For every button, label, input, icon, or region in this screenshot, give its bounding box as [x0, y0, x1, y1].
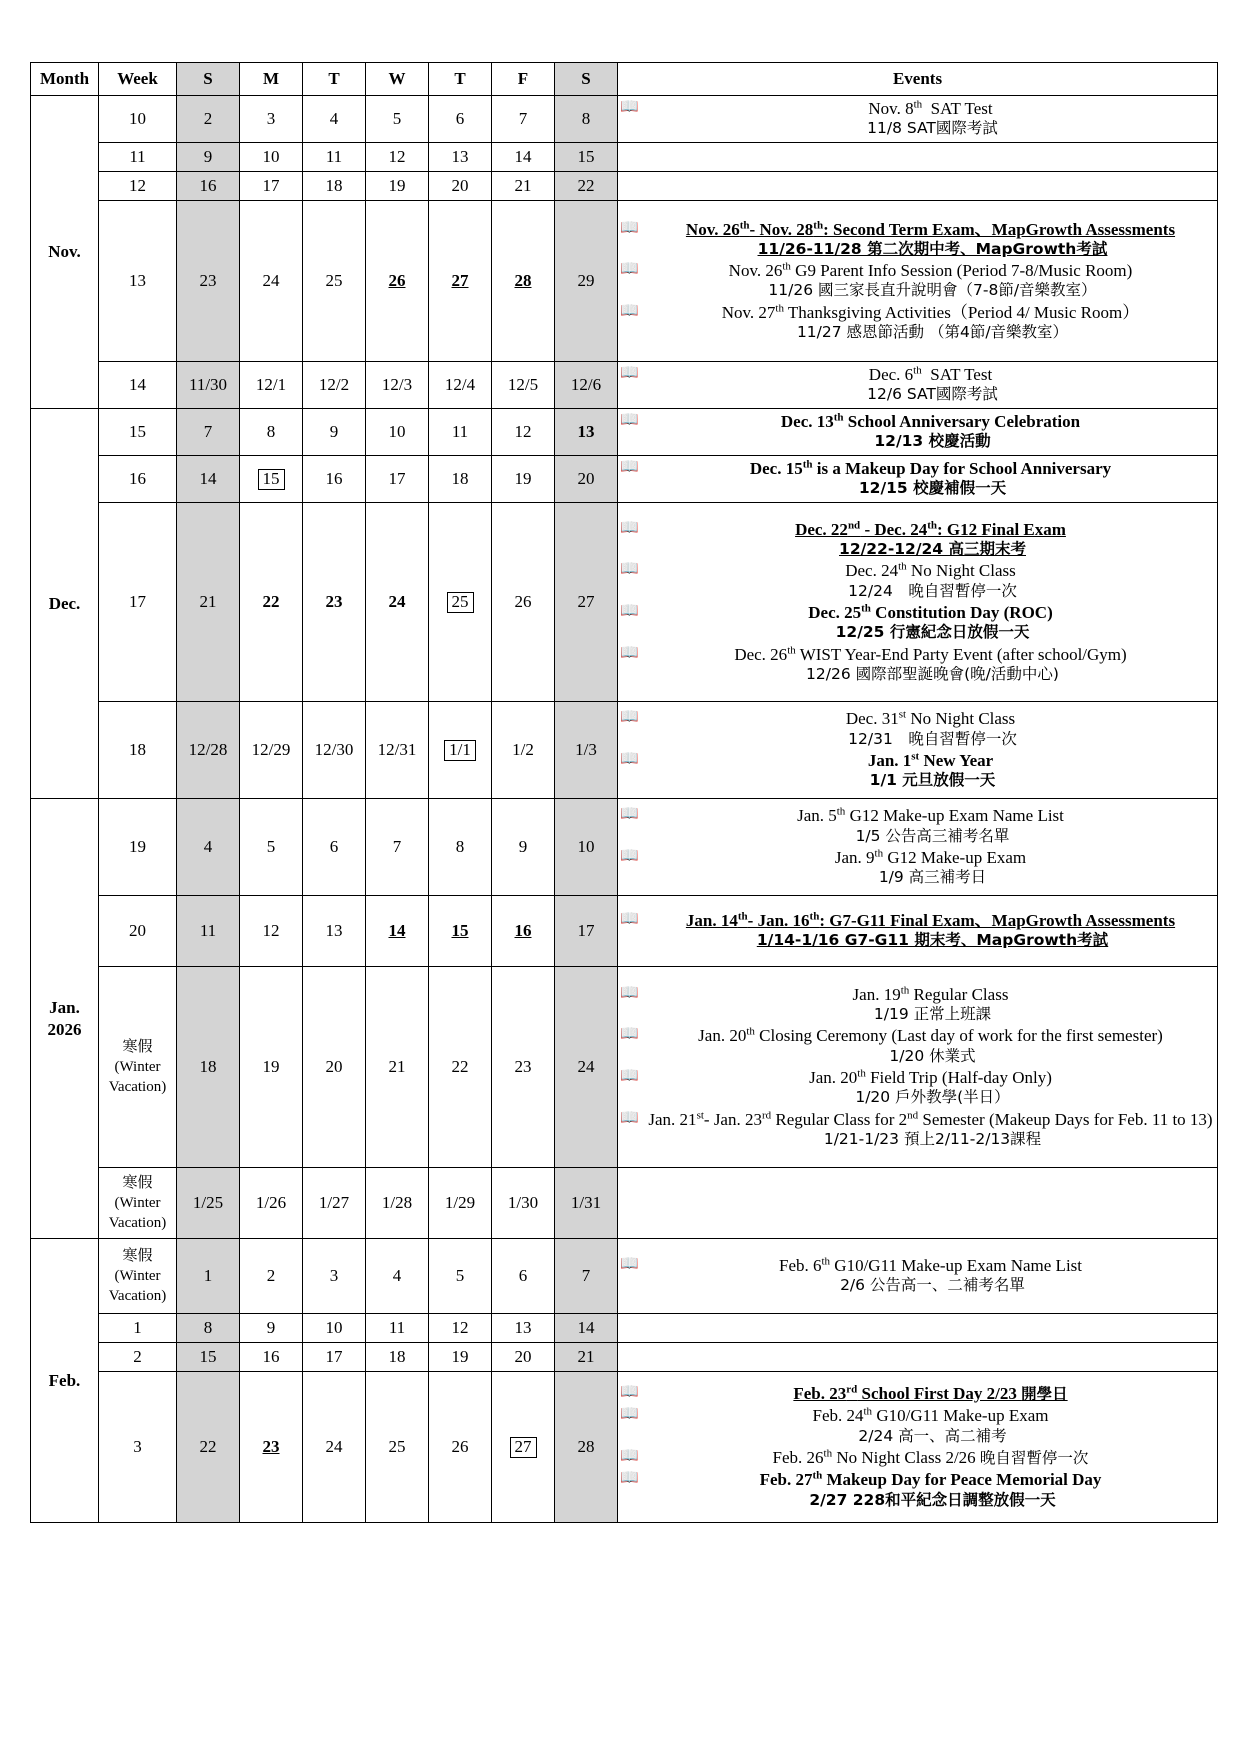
event-zh: 1/21-1/23 預上2/11-2/13課程	[823, 1129, 1042, 1148]
day-cell: 12/29	[240, 702, 303, 799]
week-number: 15	[99, 409, 177, 456]
day-highlight-box: 1/1	[444, 740, 476, 761]
event-zh: 12/24 晚自習暫停一次	[848, 581, 1017, 600]
events-cell	[618, 702, 1218, 799]
event-item: 📖 Jan. 20th Field Trip (Half-day Only) 1/20 戶外教學(半日）	[618, 1067, 1217, 1108]
header-monday: M	[240, 63, 303, 96]
book-icon: 📖	[620, 751, 639, 767]
day-cell: 21	[555, 1343, 618, 1372]
table-row	[31, 1343, 1218, 1372]
day-cell: 28	[555, 1372, 618, 1523]
event-zh: 11/8 SAT國際考試	[867, 119, 998, 138]
event-item: 📖 Nov. 26th G9 Parent Info Session (Period 7-8/Music Room) 11/26 國三家長直升說明會（7-8節/音樂教室）	[618, 260, 1217, 301]
day-cell: 12/30	[303, 702, 366, 799]
day-cell: 11	[177, 896, 240, 967]
events-cell	[618, 799, 1218, 896]
table-row	[31, 799, 1218, 896]
day-cell: 12/1	[240, 362, 303, 409]
book-icon: 📖	[620, 644, 639, 661]
book-icon: 📖	[620, 459, 639, 476]
event-item: 📖 Jan. 21st- Jan. 23rd Regular Class for 2nd Semester (Makeup Days for Feb. 11 to 13) 1/21-1/23 預上2/11-2/13課程	[618, 1109, 1217, 1150]
day-cell: 17	[555, 896, 618, 967]
event-zh: 12/15 校慶補假一天	[858, 479, 1007, 498]
day-cell: 10	[303, 1314, 366, 1343]
day-cell: 16	[240, 1343, 303, 1372]
day-cell: 26	[492, 503, 555, 702]
day-cell: 20	[303, 967, 366, 1168]
week-winter-vacation: 寒假 (Winter Vacation)	[99, 967, 177, 1168]
event-item: 📖 Jan. 19th Regular Class 1/19 正常上班課	[618, 984, 1217, 1025]
day-cell: 24	[555, 967, 618, 1168]
events-cell	[618, 503, 1218, 702]
event-zh: 2/6 公告高一、二補考名單	[840, 1276, 1025, 1295]
day-highlight-box: 25	[447, 592, 474, 613]
week-number: 10	[99, 96, 177, 143]
day-cell: 22	[177, 1372, 240, 1523]
event-zh: 1/5 公告高三補考名單	[855, 826, 1010, 845]
day-cell: 1/3	[555, 702, 618, 799]
table-row	[31, 503, 1218, 702]
event-zh: 11/26 國三家長直升說明會（7-8節/音樂教室）	[768, 281, 1097, 300]
day-cell: 12/6	[555, 362, 618, 409]
week-number: 14	[99, 362, 177, 409]
week-winter-vacation: 寒假 (Winter Vacation)	[99, 1239, 177, 1314]
day-cell: 2	[240, 1239, 303, 1314]
day-cell: 13	[492, 1314, 555, 1343]
event-zh: 1/19 正常上班課	[873, 1005, 992, 1023]
event-zh: 2/27 228和平紀念日調整放假一天	[809, 1490, 1056, 1509]
day-cell: 28	[492, 201, 555, 362]
day-cell: 14	[366, 896, 429, 967]
event-item: 📖 Dec. 24th No Night Class 12/24 晚自習暫停一次	[618, 560, 1217, 601]
day-cell: 24	[240, 201, 303, 362]
week-winter-vacation: 寒假 (Winter Vacation)	[99, 1168, 177, 1239]
day-cell: 9	[240, 1314, 303, 1343]
day-cell: 7	[177, 409, 240, 456]
events-cell	[618, 362, 1218, 409]
table-row	[31, 896, 1218, 967]
header-week: Week	[99, 63, 177, 96]
events-cell	[618, 896, 1218, 967]
book-icon: 📖	[620, 1406, 639, 1423]
book-icon: 📖	[620, 1026, 639, 1043]
week-number: 13	[99, 201, 177, 362]
day-cell: 19	[240, 967, 303, 1168]
header-month: Month	[31, 63, 99, 96]
event-zh: 12/22-12/24 高三期末考	[839, 540, 1026, 558]
day-cell: 4	[366, 1239, 429, 1314]
day-cell: 17	[240, 172, 303, 201]
book-icon: 📖	[620, 911, 639, 928]
day-cell-boxed	[240, 456, 303, 503]
day-cell: 10	[240, 143, 303, 172]
header-sunday: S	[177, 63, 240, 96]
events-cell	[618, 1372, 1218, 1523]
day-cell: 10	[555, 799, 618, 896]
day-cell: 7	[492, 96, 555, 143]
book-icon: 📖	[620, 365, 639, 382]
day-cell: 1/26	[240, 1168, 303, 1239]
events-cell	[618, 1239, 1218, 1314]
day-cell: 13	[429, 143, 492, 172]
day-cell: 29	[555, 201, 618, 362]
book-icon: 📖	[620, 1384, 639, 1400]
event-zh: 11/27 感恩節活動 （第4節/音樂教室）	[796, 323, 1069, 342]
week-number: 20	[99, 896, 177, 967]
event-item: 📖 Dec. 25th Constitution Day (ROC) 12/25 行憲紀念日放假一天	[618, 602, 1217, 643]
day-cell: 15	[555, 143, 618, 172]
day-cell: 18	[429, 456, 492, 503]
day-cell: 25	[303, 201, 366, 362]
day-cell: 19	[366, 172, 429, 201]
day-cell: 17	[303, 1343, 366, 1372]
month-label-jan: Jan. 2026	[31, 799, 99, 1239]
day-cell: 11	[366, 1314, 429, 1343]
day-cell: 6	[429, 96, 492, 143]
table-row	[31, 96, 1218, 143]
event-zh: 1/20 戶外教學(半日）	[855, 1088, 1010, 1107]
table-row	[31, 409, 1218, 456]
day-cell: 1/25	[177, 1168, 240, 1239]
header-tuesday: T	[303, 63, 366, 96]
day-cell: 23	[303, 503, 366, 702]
book-icon: 📖	[620, 261, 639, 278]
day-cell: 1/27	[303, 1168, 366, 1239]
events-cell	[618, 96, 1218, 143]
day-cell: 19	[429, 1343, 492, 1372]
events-cell	[618, 409, 1218, 456]
event-zh: 1/1 元旦放假一天	[869, 771, 996, 790]
day-cell: 22	[555, 172, 618, 201]
day-cell: 1/2	[492, 702, 555, 799]
event-zh: 12/13 校慶活動	[874, 432, 991, 451]
event-zh: 2/24 高一、高二補考	[858, 1426, 1007, 1445]
day-cell: 20	[429, 172, 492, 201]
events-cell	[618, 143, 1218, 172]
day-cell: 22	[429, 967, 492, 1168]
month-label-nov: Nov.	[31, 96, 99, 409]
book-icon: 📖	[620, 302, 639, 319]
day-cell: 12	[240, 896, 303, 967]
day-cell: 13	[555, 409, 618, 456]
book-icon: 📖	[620, 99, 639, 116]
events-cell	[618, 201, 1218, 362]
book-icon: 📖	[620, 561, 639, 578]
week-number: 12	[99, 172, 177, 201]
day-cell: 26	[366, 201, 429, 362]
day-cell: 7	[366, 799, 429, 896]
book-icon: 📖	[620, 519, 639, 536]
events-cell	[618, 172, 1218, 201]
week-number: 17	[99, 503, 177, 702]
week-number: 3	[99, 1372, 177, 1523]
table-row	[31, 1239, 1218, 1314]
day-highlight-box: 15	[258, 469, 285, 490]
day-cell: 3	[240, 96, 303, 143]
day-cell: 14	[555, 1314, 618, 1343]
event-item: 📖 Feb. 23rd School First Day 2/23 開學日	[620, 1383, 1068, 1403]
day-cell: 14	[177, 456, 240, 503]
day-cell: 2	[177, 96, 240, 143]
events-cell	[618, 1314, 1218, 1343]
day-cell: 18	[177, 967, 240, 1168]
events-cell	[618, 1168, 1218, 1239]
day-cell: 15	[429, 896, 492, 967]
day-cell: 8	[240, 409, 303, 456]
day-cell: 21	[177, 503, 240, 702]
book-icon: 📖	[620, 806, 639, 823]
week-number: 16	[99, 456, 177, 503]
book-icon: 📖	[620, 1448, 639, 1464]
header-friday: F	[492, 63, 555, 96]
day-cell: 4	[177, 799, 240, 896]
day-cell: 12/4	[429, 362, 492, 409]
event-item: 📖 Dec. 6th SAT Test 12/6 SAT國際考試	[618, 364, 1217, 405]
day-cell: 12	[366, 143, 429, 172]
day-cell: 27	[429, 201, 492, 362]
day-cell: 22	[240, 503, 303, 702]
table-header-row	[31, 63, 1218, 96]
day-cell: 21	[366, 967, 429, 1168]
day-cell: 5	[240, 799, 303, 896]
day-cell: 9	[303, 409, 366, 456]
header-wednesday: W	[366, 63, 429, 96]
book-icon: 📖	[620, 219, 639, 236]
book-icon: 📖	[620, 412, 639, 429]
table-row	[31, 456, 1218, 503]
day-cell: 8	[429, 799, 492, 896]
day-cell: 4	[303, 96, 366, 143]
day-cell: 1	[177, 1239, 240, 1314]
day-cell: 13	[303, 896, 366, 967]
event-item: 📖 Dec. 26th WIST Year-End Party Event (after school/Gym) 12/26 國際部聖誕晚會(晚/活動中心)	[618, 644, 1217, 685]
day-cell: 6	[492, 1239, 555, 1314]
week-number: 2	[99, 1343, 177, 1372]
event-zh: 12/6 SAT國際考試	[867, 385, 998, 404]
day-cell: 18	[303, 172, 366, 201]
event-zh: 12/26 國際部聖誕晚會(晚/活動中心)	[806, 664, 1059, 683]
day-cell: 12/28	[177, 702, 240, 799]
event-item: 📖 Feb. 6th G10/G11 Make-up Exam Name List 2/6 公告高一、二補考名單	[618, 1255, 1217, 1296]
day-cell: 24	[366, 503, 429, 702]
events-cell	[618, 456, 1218, 503]
day-cell: 11/30	[177, 362, 240, 409]
table-row	[31, 362, 1218, 409]
event-item: 📖 Feb. 26th No Night Class 2/26 晚自習暫停一次	[620, 1447, 1089, 1467]
header-events: Events	[618, 63, 1218, 96]
event-item: 📖 Feb. 27th Makeup Day for Peace Memorial Day 2/27 228和平紀念日調整放假一天	[618, 1469, 1217, 1510]
event-item: 📖 Nov. 27th Thanksgiving Activities（Period 4/ Music Room） 11/27 感恩節活動 （第4節/音樂教室）	[618, 302, 1217, 343]
event-item: 📖 Jan. 20th Closing Ceremony (Last day of work for the first semester) 1/20 休業式	[618, 1025, 1217, 1066]
event-item: 📖 Jan. 9th G12 Make-up Exam 1/9 高三補考日	[618, 847, 1217, 888]
day-cell: 1/31	[555, 1168, 618, 1239]
table-row	[31, 702, 1218, 799]
day-cell: 6	[303, 799, 366, 896]
event-item: 📖 Jan. 14th- Jan. 16th: G7-G11 Final Exam、MapGrowth Assessments 1/14-1/16 G7-G11 期末考、MapGrowth考試	[618, 910, 1217, 951]
book-icon: 📖	[620, 848, 639, 864]
day-cell: 14	[492, 143, 555, 172]
table-row	[31, 967, 1218, 1168]
book-icon: 📖	[620, 709, 639, 726]
day-cell: 24	[303, 1372, 366, 1523]
day-cell-boxed	[492, 1372, 555, 1523]
day-cell: 15	[177, 1343, 240, 1372]
day-cell: 27	[555, 503, 618, 702]
table-row	[31, 172, 1218, 201]
day-cell: 20	[555, 456, 618, 503]
event-zh: 11/26-11/28 第二次期中考、MapGrowth考試	[757, 239, 1108, 258]
table-row	[31, 143, 1218, 172]
day-cell-boxed	[429, 702, 492, 799]
event-zh: 12/31 晚自習暫停一次	[848, 729, 1017, 748]
event-zh: 1/9 高三補考日	[878, 868, 987, 887]
academic-calendar-table	[30, 62, 1218, 1523]
day-cell: 8	[555, 96, 618, 143]
day-cell-boxed	[429, 503, 492, 702]
day-cell: 8	[177, 1314, 240, 1343]
table-row	[31, 201, 1218, 362]
event-zh: 1/20 休業式	[889, 1046, 976, 1065]
day-cell: 7	[555, 1239, 618, 1314]
day-cell: 12/3	[366, 362, 429, 409]
day-cell: 10	[366, 409, 429, 456]
day-cell: 11	[429, 409, 492, 456]
book-icon: 📖	[620, 984, 639, 1001]
day-cell: 9	[177, 143, 240, 172]
event-item: 📖 Dec. 15th is a Makeup Day for School Anniversary 12/15 校慶補假一天	[618, 458, 1217, 499]
event-item: 📖 Dec. 13th School Anniversary Celebration 12/13 校慶活動	[618, 411, 1217, 452]
day-cell: 25	[366, 1372, 429, 1523]
day-cell: 5	[429, 1239, 492, 1314]
day-cell: 12	[492, 409, 555, 456]
day-highlight-box: 27	[510, 1437, 537, 1458]
header-saturday: S	[555, 63, 618, 96]
day-cell: 1/28	[366, 1168, 429, 1239]
event-item: 📖 Dec. 22nd - Dec. 24th: G12 Final Exam 12/22-12/24 高三期末考	[618, 519, 1217, 560]
day-cell: 18	[366, 1343, 429, 1372]
month-label-dec: Dec.	[31, 409, 99, 799]
header-thursday: T	[429, 63, 492, 96]
book-icon: 📖	[620, 1109, 639, 1126]
event-item: 📖 Jan. 5th G12 Make-up Exam Name List 1/5 公告高三補考名單	[618, 805, 1217, 846]
day-cell: 23	[492, 967, 555, 1168]
event-zh: 1/14-1/16 G7-G11 期末考、MapGrowth考試	[756, 931, 1109, 950]
day-cell: 9	[492, 799, 555, 896]
table-row	[31, 1372, 1218, 1523]
day-cell: 12/2	[303, 362, 366, 409]
day-cell: 26	[429, 1372, 492, 1523]
day-cell: 1/30	[492, 1168, 555, 1239]
week-number: 19	[99, 799, 177, 896]
day-cell: 12/31	[366, 702, 429, 799]
table-row	[31, 1314, 1218, 1343]
day-cell: 5	[366, 96, 429, 143]
day-cell: 23	[177, 201, 240, 362]
day-cell: 23	[240, 1372, 303, 1523]
events-cell	[618, 967, 1218, 1168]
week-number: 18	[99, 702, 177, 799]
day-cell: 20	[492, 1343, 555, 1372]
event-item: 📖 Feb. 24th G10/G11 Make-up Exam 2/24 高一、高二補考	[618, 1405, 1217, 1446]
day-cell: 12	[429, 1314, 492, 1343]
table-row	[31, 1168, 1218, 1239]
day-cell: 16	[177, 172, 240, 201]
day-cell: 19	[492, 456, 555, 503]
event-item: 📖 Nov. 26th- Nov. 28th: Second Term Exam、MapGrowth Assessments 11/26-11/28 第二次期中考、MapGrowth考試	[618, 219, 1217, 260]
day-cell: 21	[492, 172, 555, 201]
day-cell: 1/29	[429, 1168, 492, 1239]
event-zh: 12/25 行憲紀念日放假一天	[835, 623, 1030, 642]
month-label-feb: Feb.	[31, 1239, 99, 1523]
event-item: 📖 Dec. 31st No Night Class 12/31 晚自習暫停一次	[618, 708, 1217, 749]
book-icon: 📖	[620, 1256, 639, 1273]
day-cell: 16	[303, 456, 366, 503]
book-icon: 📖	[620, 1470, 639, 1487]
day-cell: 17	[366, 456, 429, 503]
events-cell	[618, 1343, 1218, 1372]
event-item: 📖 Nov. 8th SAT Test 11/8 SAT國際考試	[618, 98, 1217, 139]
day-cell: 16	[492, 896, 555, 967]
day-cell: 11	[303, 143, 366, 172]
book-icon: 📖	[620, 1068, 639, 1084]
day-cell: 12/5	[492, 362, 555, 409]
book-icon: 📖	[620, 603, 639, 619]
week-number: 1	[99, 1314, 177, 1343]
event-item: 📖 Jan. 1st New Year 1/1 元旦放假一天	[618, 750, 1217, 791]
day-cell: 3	[303, 1239, 366, 1314]
week-number: 11	[99, 143, 177, 172]
